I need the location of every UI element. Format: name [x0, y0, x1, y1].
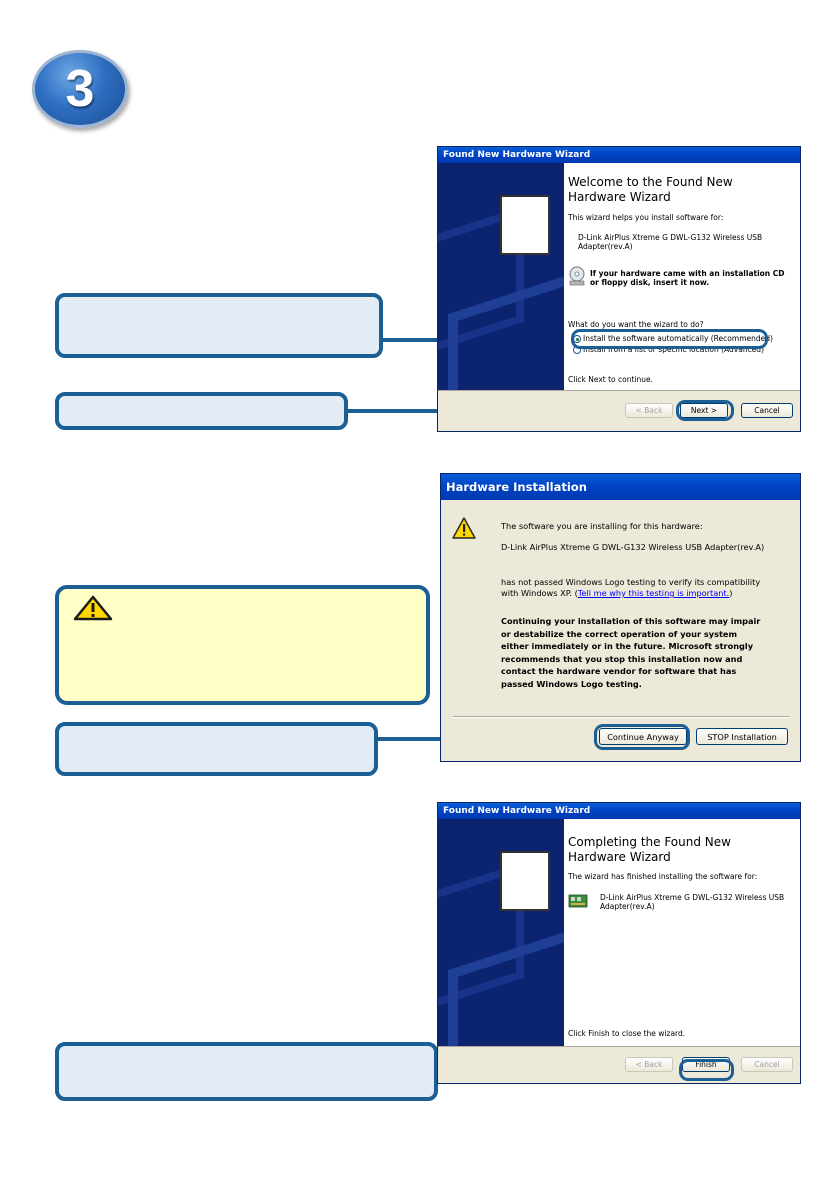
wizard-heading-line1: Welcome to the Found New [568, 175, 733, 189]
wizard-side-panel [438, 163, 564, 393]
hw-device-name: D-Link AirPlus Xtreme G DWL-G132 Wireless USB Adapter(rev.A) [501, 542, 765, 552]
dialog-title: Found New Hardware Wizard [443, 806, 591, 816]
wizard-side-panel [438, 819, 564, 1049]
highlight-continue-anyway [594, 724, 690, 750]
wizard-footer-text: Click Next to continue. [568, 375, 654, 384]
wizard-content [564, 819, 800, 1049]
warning-icon [73, 595, 113, 621]
wizard-content [564, 163, 800, 393]
hardware-icon [500, 851, 550, 911]
hw-logo-line1: has not passed Windows Logo testing to verify its compatibility [501, 577, 761, 587]
found-new-hardware-dialog [437, 146, 801, 432]
wizard-button-bar [438, 390, 800, 431]
wizard-heading-line1: Completing the Found New [568, 835, 731, 849]
hw-logo-line2: with Windows XP. (Tell me why this testing is important.) [501, 588, 733, 598]
wizard-footer-text: Click Finish to close the wizard. [568, 1029, 686, 1038]
highlight-next [676, 400, 734, 421]
dialog-title: Hardware Installation [446, 480, 587, 494]
back-button[interactable]: < Back [625, 403, 673, 418]
cancel-button[interactable]: Cancel [741, 1057, 793, 1072]
back-button[interactable]: < Back [625, 1057, 673, 1072]
wizard-question: What do you want the wizard to do? [568, 320, 704, 329]
wizard-heading-line2: Hardware Wizard [568, 190, 671, 204]
dialog-divider [453, 716, 790, 718]
finish-button[interactable]: Finish [682, 1057, 730, 1072]
callout-finish [55, 1042, 438, 1101]
device-name-line1: D-Link AirPlus Xtreme G DWL-G132 Wireless USB [600, 893, 785, 902]
warning-icon [451, 516, 477, 540]
completing-wizard-dialog [437, 802, 801, 1084]
callout-continue [55, 722, 378, 776]
device-name-line1: D-Link AirPlus Xtreme G DWL-G132 Wireless USB [578, 233, 763, 242]
highlight-install-auto [571, 329, 768, 349]
option-install-auto-label[interactable]: Install the software automatically (Recommended) [583, 334, 773, 343]
continue-anyway-button[interactable]: Continue Anyway [599, 728, 687, 745]
next-button[interactable]: Next > [680, 403, 728, 418]
dialog-titlebar [438, 803, 800, 819]
callout-next [55, 392, 348, 430]
hw-warning-text: Continuing your installation of this software may impair or destabilize the correct operation of your system either immediately or in the future. Microsoft strongly recommends that you stop this installation now and contact the hardware vendor for software that has passed Windows Logo testing. [501, 616, 761, 689]
cd-icon [568, 266, 586, 286]
step-number-badge: 3 [32, 50, 128, 128]
hardware-installation-dialog [440, 473, 801, 762]
device-name-line2: Adapter(rev.A) [578, 242, 633, 251]
wizard-heading-line2: Hardware Wizard [568, 850, 671, 864]
dialog-titlebar [438, 147, 800, 163]
cd-prompt-line1: If your hardware came with an installation CD [590, 269, 785, 278]
cd-prompt-line2: or floppy disk, insert it now. [590, 278, 710, 287]
stop-installation-button[interactable]: STOP Installation [696, 728, 788, 745]
logo-testing-link[interactable]: Tell me why this testing is important. [577, 588, 730, 598]
wizard-intro: This wizard helps you install software for: [568, 213, 724, 222]
wizard-finished-text: The wizard has finished installing the software for: [568, 872, 758, 881]
warning-callout [55, 585, 430, 705]
callout-install-option [55, 293, 383, 358]
highlight-finish [679, 1059, 734, 1081]
network-adapter-icon [568, 893, 588, 909]
dialog-title: Found New Hardware Wizard [443, 150, 591, 160]
dialog-titlebar [441, 474, 800, 500]
hw-intro: The software you are installing for this hardware: [501, 521, 703, 531]
device-name-line2: Adapter(rev.A) [600, 902, 655, 911]
wizard-button-bar [438, 1046, 800, 1083]
option-install-list-label[interactable]: Install from a list or specific location (Advanced) [583, 345, 764, 354]
cancel-button[interactable]: Cancel [741, 403, 793, 418]
hardware-icon [500, 195, 550, 255]
